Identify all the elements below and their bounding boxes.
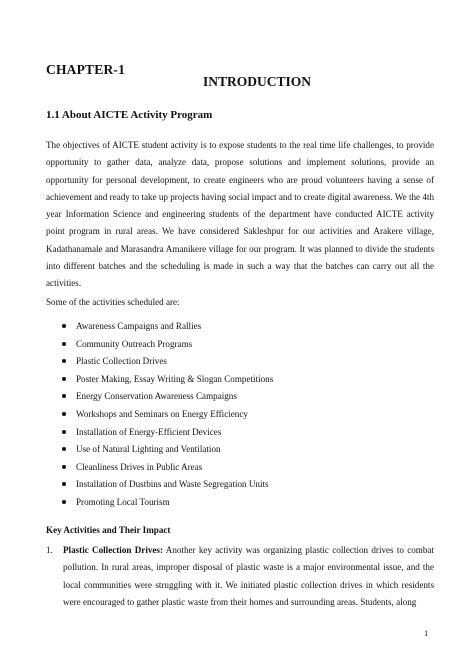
bullet-icon — [62, 394, 66, 398]
list-item — [62, 338, 273, 356]
bullet-icon — [62, 465, 66, 469]
list-item-text: Use of Natural Lighting and Ventilation — [76, 444, 221, 455]
list-item — [62, 390, 273, 408]
bullet-icon — [62, 377, 66, 381]
chapter-title: INTRODUCTION — [202, 74, 311, 89]
bullet-icon — [62, 447, 66, 451]
item-label: Plastic Collection Drives: — [63, 545, 163, 555]
bullet-icon — [62, 342, 66, 346]
item-number: 1. — [46, 545, 53, 555]
list-item — [62, 373, 273, 391]
list-item — [62, 408, 273, 426]
list-item-text: Installation of Energy-Efficient Devices — [76, 426, 222, 437]
list-item — [62, 443, 273, 461]
list-item-text: Promoting Local Tourism — [76, 496, 170, 507]
item-text: Another key activity was organizing plastic collection drives to combat pollution. In rural areas, improper disposal of plastic waste is a major environmental issue, and the local communities were struggling with it. We initiated plastic collection drives in which residents were encouraged to gather plastic waste from their homes and surrounding areas. Students, along — [63, 545, 434, 607]
numbered-item — [46, 542, 434, 611]
section-heading: 1.1 About AICTE Activity Program — [46, 109, 213, 121]
list-item — [62, 478, 273, 496]
list-item — [62, 426, 273, 444]
list-item-text: Poster Making, Essay Writing & Slogan Competitions — [76, 373, 274, 384]
activities-list — [62, 320, 273, 514]
bullet-icon — [62, 500, 66, 504]
key-activities-heading: Key Activities and Their Impact — [46, 525, 171, 535]
list-item-text: Plastic Collection Drives — [76, 356, 167, 367]
list-item-text: Cleanliness Drives in Public Areas — [76, 461, 203, 472]
list-item — [62, 461, 273, 479]
list-item-text: Energy Conservation Awareness Campaigns — [76, 391, 237, 402]
list-item — [62, 355, 273, 373]
list-item-text: Community Outreach Programs — [76, 338, 193, 349]
bullet-icon — [62, 412, 66, 416]
page-number: 1 — [424, 628, 429, 638]
list-item-text: Installation of Dustbins and Waste Segregation Units — [76, 479, 269, 490]
list-item-text: Awareness Campaigns and Rallies — [76, 321, 202, 331]
activities-lead: Some of the activities scheduled are: — [46, 297, 180, 307]
chapter-label: CHAPTER-1 — [46, 62, 126, 77]
item-body — [63, 542, 434, 611]
list-item-text: Workshops and Seminars on Energy Efficiency — [76, 408, 248, 419]
bullet-icon — [62, 430, 66, 434]
bullet-icon — [62, 359, 66, 363]
list-item — [62, 320, 273, 338]
bullet-icon — [62, 324, 66, 328]
bullet-icon — [62, 482, 66, 486]
list-item — [62, 496, 273, 514]
intro-paragraph: The objectives of AICTE student activity is to expose students to the real time life challenges, to provide opportunity to gather data, analyze data, propose solutions and implement solutions, provide an opportunity for personal development, to create engineers who are proud volunteers having a sense of achievement and ready to take up projects having social impact and to create digital awareness. We the 4th year Information Science and engineering students of the department have conducted AICTE activity point program in rural areas. We have considered Sakleshpur for our activities and Arakere village, Kadathanamale and Marasandra Amanikere village for our program. It was planned to divide the students into different batches and the scheduling is made in such a way that the batches can carry out all the activities. — [46, 140, 434, 289]
